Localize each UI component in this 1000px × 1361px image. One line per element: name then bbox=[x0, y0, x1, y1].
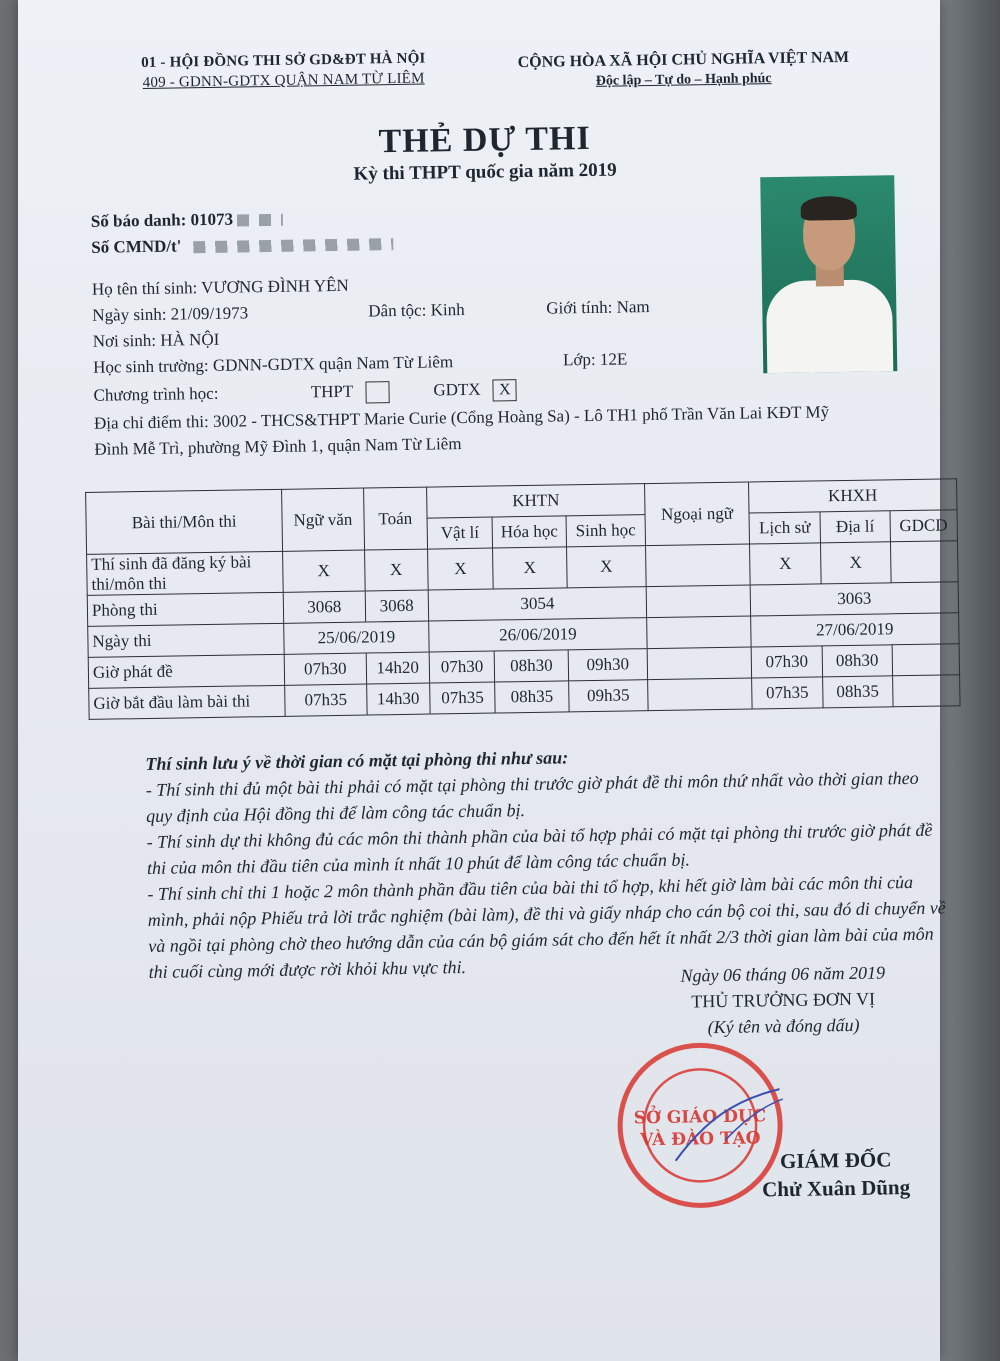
address-line-1 bbox=[94, 402, 829, 434]
table-cell: X bbox=[821, 542, 891, 584]
gender-value: Nam bbox=[616, 297, 650, 317]
col-lichsu: Lịch sử bbox=[749, 512, 821, 544]
issuer-center: 409 - GDNN-GDTX QUẬN NAM TỪ LIÊM bbox=[142, 70, 425, 91]
class-value: 12E bbox=[599, 349, 628, 369]
table-cell bbox=[892, 675, 960, 707]
document-subtitle: Kỳ thi THPT quốc gia năm 2019 bbox=[353, 159, 617, 185]
col-vatli: Vật lí bbox=[427, 517, 493, 549]
school-value: GDNN-GDTX quận Nam Từ Liêm bbox=[212, 352, 454, 375]
dob-label: Ngày sinh: bbox=[92, 304, 167, 325]
notes-heading: Thí sinh lưu ý về thời gian có mặt tại phòng thi như sau: bbox=[145, 747, 569, 775]
table-cell: 08h35 bbox=[495, 681, 569, 713]
table-cell: 07h35 bbox=[285, 684, 367, 716]
table-cell: 07h30 bbox=[751, 646, 823, 678]
col-nguvan: Ngữ văn bbox=[282, 488, 364, 551]
candidate-name: VƯƠNG ĐÌNH YÊN bbox=[201, 275, 349, 298]
address-value: 3002 - THCS&THPT Marie Curie (Cổng Hoàng Sa) - Lô TH1 phố Trần Văn Lai KĐT Mỹ bbox=[212, 402, 830, 431]
sbd-label: Số báo danh: bbox=[90, 210, 187, 231]
issuer-council: 01 - HỘI ĐỒNG THI SỞ GD&ĐT HÀ NỘI bbox=[141, 50, 426, 72]
exam-schedule-table bbox=[85, 478, 960, 720]
table-cell: 27/06/2019 bbox=[750, 613, 959, 647]
table-cell: 25/06/2019 bbox=[284, 621, 429, 654]
table-cell: 3063 bbox=[750, 582, 959, 616]
note-item: - Thí sinh dự thi không đủ các môn thi thành phần của bài tổ hợp phải có mặt tại phòng thi trước giờ phát đề thi của môn thi đầu tiên của mình ít nhất 10 phút để làm công tác chuẩn bị. bbox=[146, 819, 933, 879]
col-subject: Bài thi/Môn thi bbox=[86, 489, 283, 554]
dob-line bbox=[92, 303, 248, 325]
cmnd-label: Số CMND/t' bbox=[91, 236, 182, 257]
table-cell: 3054 bbox=[428, 587, 647, 621]
director-name: Chử Xuân Dũng bbox=[761, 1175, 911, 1202]
photo-hair bbox=[801, 196, 857, 221]
program-line bbox=[93, 379, 517, 408]
thpt-checkbox bbox=[365, 381, 389, 403]
table-cell bbox=[646, 544, 750, 587]
motto: Độc lập – Tự do – Hạnh phúc bbox=[595, 71, 772, 89]
director-title: GIÁM ĐỐC bbox=[779, 1147, 892, 1174]
sbd-line bbox=[91, 209, 284, 232]
row-label: Phòng thi bbox=[87, 592, 284, 626]
svg-text:VÀ ĐÀO TẠO: VÀ ĐÀO TẠO bbox=[639, 1128, 761, 1151]
table-cell bbox=[647, 616, 751, 649]
national-motto bbox=[498, 48, 869, 94]
ethnic-label: Dân tộc: bbox=[368, 300, 427, 321]
table-cell: X bbox=[364, 549, 428, 591]
table-cell bbox=[646, 585, 750, 618]
candidate-notes bbox=[145, 738, 949, 985]
birthplace-line bbox=[93, 330, 220, 352]
table-cell: 09h30 bbox=[568, 649, 648, 681]
name-label: Họ tên thí sinh: bbox=[91, 278, 198, 299]
col-toan: Toán bbox=[363, 487, 427, 550]
exam-card-sheet bbox=[78, 26, 958, 1202]
row-label: Giờ phát đề bbox=[88, 654, 285, 688]
table-cell: X bbox=[566, 546, 646, 588]
issuer-header bbox=[118, 48, 449, 93]
row-label: Thí sinh đã đăng ký bài thi/môn thi bbox=[87, 551, 284, 595]
class-label: Lớp: bbox=[562, 349, 596, 370]
col-khtn: KHTN bbox=[427, 484, 646, 518]
photo-shirt bbox=[766, 279, 894, 373]
sign-unit: THỦ TRƯỞNG ĐƠN VỊ bbox=[691, 988, 876, 1012]
gdtx-checkbox: X bbox=[493, 379, 517, 401]
table-cell: 08h30 bbox=[494, 650, 568, 682]
col-sinhhoc: Sinh học bbox=[566, 515, 646, 547]
address-line-2: Đình Mễ Trì, phường Mỹ Đình 1, quận Nam Từ Liêm bbox=[94, 434, 462, 459]
table-cell: X bbox=[749, 543, 821, 585]
birthplace-label: Nơi sinh: bbox=[92, 330, 157, 351]
school-label: Học sinh trường: bbox=[92, 355, 209, 377]
program-label: Chương trình học: bbox=[93, 383, 219, 405]
gender-label: Giới tính: bbox=[546, 297, 613, 318]
document-title: THẺ DỰ THI bbox=[378, 119, 591, 161]
candidate-photo bbox=[760, 175, 897, 373]
sign-date: Ngày 06 tháng 06 năm 2019 bbox=[680, 962, 886, 986]
col-khxh: KHXH bbox=[748, 479, 957, 513]
note-item: - Thí sinh chỉ thi 1 hoặc 2 môn thành phần đầu tiên của bài thi tổ hợp, khi hết giờ làm bài các môn thi của mình, phải nộp Phiếu trả lời trắc nghiệm (bài làm), đề thi và giấy nháp cho cán bộ coi thi, sau đó di chuyển về và ngồi tại phòng chờ theo hướng dẫn của cán bộ giám sát cho đến hết ít nhất 2/3 thời gian làm bài của môn thi cuối cùng mới được rời khỏi khu vực thi. bbox=[147, 871, 946, 983]
svg-text:SỞ GIÁO DỤC: SỞ GIÁO DỤC bbox=[633, 1106, 767, 1129]
col-ngoaingu: Ngoại ngữ bbox=[645, 482, 750, 546]
table-cell: 07h35 bbox=[751, 677, 823, 709]
school-line bbox=[93, 352, 453, 378]
note-item: - Thí sinh thi đủ một bài thi phải có mặt tại phòng thi trước giờ phát đề thi môn thứ nhất vào thời gian theo quy định của Hội đồng thi để làm công tác chuẩn bị. bbox=[145, 767, 919, 827]
table-cell: 09h35 bbox=[568, 680, 648, 712]
table-cell: 07h30 bbox=[429, 651, 495, 683]
row-label: Ngày thi bbox=[88, 623, 285, 657]
table-cell: 08h30 bbox=[822, 645, 892, 677]
table-cell: X bbox=[283, 550, 365, 592]
table-cell: X bbox=[427, 548, 493, 590]
table-cell: X bbox=[493, 547, 567, 589]
cmnd-line bbox=[91, 233, 394, 258]
table-cell bbox=[648, 678, 752, 711]
redaction-mark bbox=[237, 214, 283, 227]
col-gdcd: GDCD bbox=[890, 510, 958, 542]
dob-value: 21/09/1973 bbox=[170, 303, 249, 324]
gender-line bbox=[546, 297, 650, 319]
table-cell: 26/06/2019 bbox=[429, 618, 648, 652]
class-line bbox=[563, 349, 628, 370]
table-cell: 3068 bbox=[283, 591, 365, 623]
director-block bbox=[735, 1145, 936, 1204]
redaction-mark bbox=[194, 238, 394, 253]
name-line bbox=[92, 276, 349, 300]
sign-instruction: (Ký tên và đóng dấu) bbox=[707, 1014, 860, 1038]
table-cell: 14h30 bbox=[366, 683, 430, 715]
table-cell: 08h35 bbox=[823, 676, 893, 708]
table-cell bbox=[890, 541, 958, 583]
col-hoahoc: Hóa học bbox=[492, 516, 566, 548]
sbd-value: 01073 bbox=[190, 209, 234, 230]
table-cell: 3068 bbox=[365, 590, 429, 622]
table-cell bbox=[647, 647, 751, 680]
table-cell: 07h30 bbox=[284, 653, 366, 685]
birthplace-value: HÀ NỘI bbox=[160, 329, 220, 350]
table-cell bbox=[892, 644, 960, 676]
exam-card-paper bbox=[18, 0, 948, 1361]
col-diali: Địa lí bbox=[820, 511, 890, 543]
signature-block bbox=[653, 959, 914, 1041]
table-cell: 14h20 bbox=[366, 652, 430, 684]
ethnic-value: Kinh bbox=[430, 299, 465, 320]
gdtx-label: GDTX bbox=[433, 379, 481, 400]
table-cell: 07h35 bbox=[430, 682, 496, 714]
country-name: CỘNG HÒA XÃ HỘI CHỦ NGHĨA VIỆT NAM bbox=[517, 48, 850, 72]
ethnic-line bbox=[368, 300, 465, 322]
address-label: Địa chỉ điểm thi: bbox=[93, 411, 209, 433]
row-label: Giờ bắt đầu làm bài thi bbox=[89, 685, 286, 719]
thpt-label: THPT bbox=[310, 381, 354, 402]
